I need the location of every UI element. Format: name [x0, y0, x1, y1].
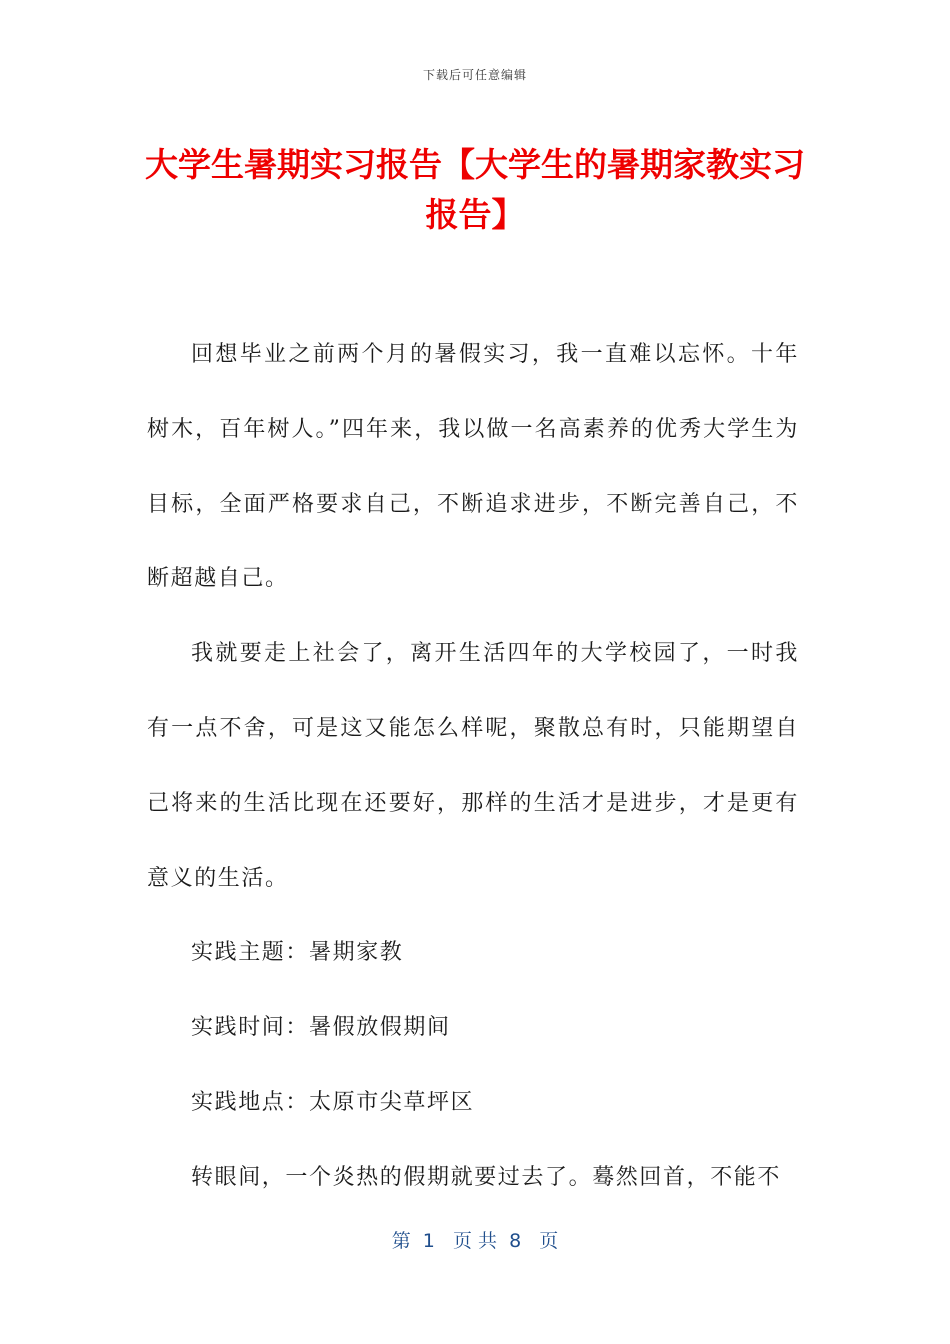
document-title: 大学生暑期实习报告【大学生的暑期家教实习报告】 [145, 145, 805, 234]
paragraph: 实践时间：暑假放假期间 [191, 1015, 451, 1041]
paragraph: 转眼间，一个炎热的假期就要过去了。蓦然回首，不能不 [191, 1164, 782, 1190]
paragraph: 我就要走上社会了，离开生活四年的大学校园了，一时我有一点不舍，可是这又能怎么样呢，聚散总有时，只能期望自己将来的生活比现在还要好，那样的生活才是进步，才是更有意义的生活。 [147, 641, 799, 891]
page-footer: 第 1 页 共 8 页 [391, 1230, 559, 1252]
header-note: 下载后可任意编辑 [422, 68, 527, 82]
paragraph: 实践地点：太原市尖草坪区 [191, 1089, 475, 1115]
document-body [147, 318, 799, 1216]
paragraph: 实践主题：暑期家教 [191, 940, 404, 966]
paragraph: 回想毕业之前两个月的暑假实习，我一直难以忘怀。十年树木，百年树人。”四年来，我以做一名高素养的优秀大学生为目标，全面严格要求自己，不断追求进步，不断完善自己，不断超越自己。 [147, 342, 799, 592]
